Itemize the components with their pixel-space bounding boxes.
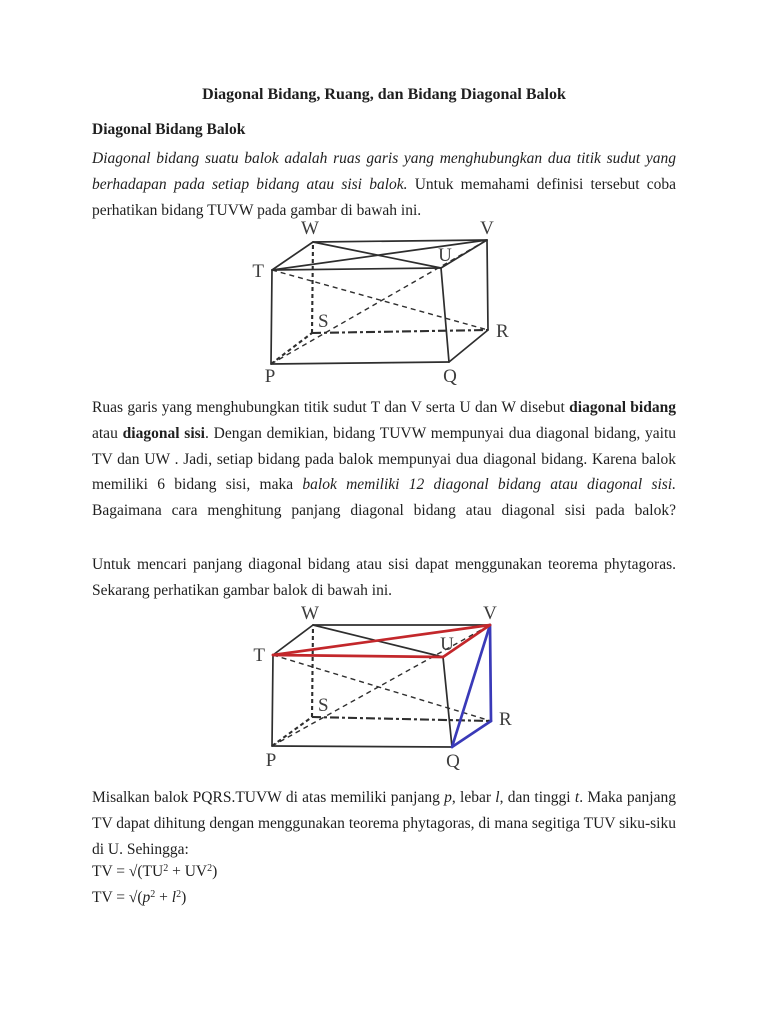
- paragraph-misalkan: Misalkan balok PQRS.TUVW di atas memiliki panjang p, lebar l, dan tinggi t. Maka panjang TV dapat dihitung dengan menggunakan teorema phytagoras, di mana segitiga TUV siku-siku di U. Sehingga:: [92, 789, 676, 858]
- fig1-edge-sr: [312, 330, 488, 333]
- fig1-label-t: T: [252, 261, 264, 282]
- formula-tv-p-l: TV = $√(p^2 + l^2)$: [92, 889, 187, 906]
- fig1-edge-ps: [271, 333, 312, 364]
- fig1-label-u: U: [438, 245, 452, 266]
- balok-diagram-1: [224, 214, 544, 392]
- paragraph-phytagoras: Untuk mencari panjang diagonal bidang atau sisi dapat menggunakan teorema phytagoras. Sekarang perhatikan gambar balok di bawah ini.: [92, 556, 676, 599]
- page-title: Diagonal Bidang, Ruang, dan Bidang Diagonal Balok: [202, 86, 566, 103]
- fig2-blue-diagonal-qv: [452, 625, 490, 747]
- fig2-edge-ps: [272, 717, 312, 746]
- fig1-label-w: W: [301, 218, 319, 239]
- paragraph-diagonal-bidang: Ruas garis yang menghubungkan titik sudut T dan V serta U dan W disebut diagonal bidang atau diagonal sisi. Dengan demikian, bidang TUVW mempunyai dua diagonal bidang, yaitu TV dan UW . Jadi, setiap bidang pada balok mempunyai dua diagonal bidang. Karena balok memiliki 6 bidang sisi, maka balok memiliki 12 diagonal bidang atau diagonal sisi. Bagaimana cara menghitung panjang diagonal bidang atau diagonal sisi pada balok?: [92, 399, 676, 520]
- fig1-edge-qu: [441, 268, 449, 362]
- fig2-label-p: P: [265, 750, 277, 771]
- fig2-red-diagonal-tv: [273, 625, 490, 655]
- fig1-label-q: Q: [443, 366, 457, 387]
- fig2-label-q: Q: [446, 751, 460, 772]
- fig1-label-r: R: [496, 321, 509, 342]
- fig1-edge-wv: [313, 240, 487, 242]
- fig2-edge-sr: [312, 717, 491, 721]
- balok-diagram-2: [224, 600, 544, 778]
- fig2-label-u: U: [440, 634, 454, 655]
- fig2-edge-pt: [272, 655, 273, 746]
- formula-tv-tu-uv: TV = $√(TU^2 + UV^2)$: [92, 863, 218, 880]
- fig1-label-v: V: [480, 218, 494, 239]
- fig1-edge-sw: [312, 242, 313, 333]
- fig1-edge-tu: [272, 268, 441, 270]
- fig1-space-diagonal-tr: [272, 270, 488, 330]
- fig2-label-w: W: [301, 603, 319, 624]
- fig2-edge-qu: [443, 657, 452, 747]
- fig2-label-t: T: [253, 645, 265, 666]
- fig2-label-s: S: [318, 695, 329, 716]
- fig2-space-diagonal-tr: [273, 655, 491, 721]
- fig1-space-diagonal-pv: [271, 240, 487, 364]
- fig1-edge-rv: [487, 240, 488, 330]
- fig2-label-v: V: [483, 603, 497, 624]
- fig2-blue-edge-vr: [490, 625, 491, 721]
- fig1-face-diagonal-uw: [313, 242, 441, 268]
- fig2-edge-sw: [312, 625, 313, 717]
- fig2-edge-pq: [272, 746, 452, 747]
- fig1-label-p: P: [264, 366, 276, 387]
- section-heading: Diagonal Bidang Balok: [92, 121, 246, 138]
- figure-balok-segitiga-tuv: [224, 600, 544, 778]
- fig1-edge-pt: [271, 270, 272, 364]
- fig1-edge-pq: [271, 362, 449, 364]
- fig2-label-r: R: [499, 709, 512, 730]
- paragraph-definition: Diagonal bidang suatu balok adalah ruas garis yang menghubungkan dua titik sudut yang berhadapan pada setiap bidang atau sisi balok. Untuk memahami definisi tersebut coba perhatikan bidang TUVW pada gambar di bawah ini.: [92, 150, 676, 219]
- fig1-edge-qr: [449, 330, 488, 362]
- fig1-label-s: S: [318, 311, 329, 332]
- figure-balok-diagonal-bidang: [224, 214, 544, 392]
- fig2-red-edge-tu: [273, 655, 443, 657]
